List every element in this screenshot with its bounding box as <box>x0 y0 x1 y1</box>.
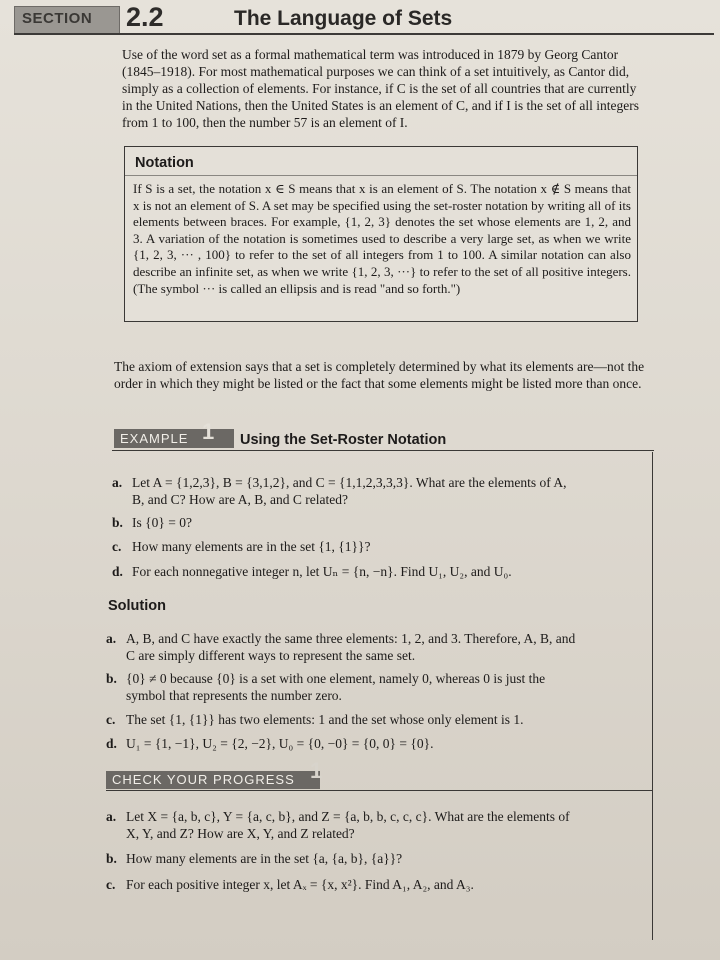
item-label: a. <box>106 809 117 824</box>
item-label: d. <box>106 736 117 751</box>
item-text: U₁ = {1, −1}, U₂ = {2, −2}, U₀ = {0, −0} = {0, 0} = {0}. <box>126 736 434 751</box>
item-text: Let X = {a, b, c}, Y = {a, c, b}, and Z = {a, b, b, c, c, c}. What are the elements of <box>126 809 570 824</box>
item-label: b. <box>106 851 117 866</box>
item-text: The set {1, {1}} has two elements: 1 and the set whose only element is 1. <box>126 712 524 727</box>
example-label: EXAMPLE <box>120 431 189 446</box>
item-label: c. <box>106 712 116 727</box>
item-text-cont: B, and C? How are A, B, and C related? <box>132 492 348 507</box>
section-number: 2.2 <box>126 2 164 32</box>
solution-heading: Solution <box>108 598 166 614</box>
check-progress-rule <box>106 790 652 791</box>
intro-paragraph: Use of the word set as a formal mathematical term was introduced in 1879 by Georg Cantor (1845–1918). For most mathematical purposes we can think of a set intuitively, as Cantor did, simply as a collection of elements. For instance, if C is the set of all countries that are currently in the United Nations, then the United States is an element of C, and if I is the set of all integers from 1 to 100, then the number 57 is an element of I. <box>122 47 640 130</box>
item-text: A, B, and C have exactly the same three elements: 1, 2, and 3. Therefore, A, B, and <box>126 631 576 646</box>
item-text: Let A = {1,2,3}, B = {3,1,2}, and C = {1,1,2,3,3,3}. What are the elements of A, <box>132 475 567 490</box>
example-item-b <box>112 514 652 531</box>
item-label: d. <box>112 564 123 579</box>
example-item-a <box>112 474 652 508</box>
axiom-paragraph: The axiom of extension says that a set is completely determined by what its elements are—not the order in which they might be listed or the fact that some elements might be listed more than once. <box>114 359 645 391</box>
example-item-c <box>112 538 652 555</box>
item-text: For each positive integer x, let Aₓ = {x, x²}. Find A₁, A₂, and A₃. <box>126 877 474 892</box>
item-text: Is {0} = 0? <box>132 515 192 530</box>
item-label: b. <box>112 515 123 530</box>
item-text-cont: X, Y, and Z? How are X, Y, and Z related? <box>126 826 355 841</box>
solution-item-c <box>106 711 652 728</box>
check-progress-number: 1 <box>310 758 323 783</box>
item-label: b. <box>106 671 117 686</box>
solution-item-d <box>106 735 652 752</box>
item-text-cont: symbol that represents the number zero. <box>126 688 342 703</box>
header-rule <box>14 33 714 35</box>
progress-item-a <box>106 808 652 842</box>
solution-item-a <box>106 630 652 664</box>
item-text-cont: C are simply different ways to represent the same set. <box>126 648 416 663</box>
example-rule <box>112 450 654 451</box>
item-label: c. <box>106 877 116 892</box>
notation-header <box>125 147 637 176</box>
item-text: How many elements are in the set {1, {1}}? <box>132 539 371 554</box>
item-text: {0} ≠ 0 because {0} is a set with one element, namely 0, whereas 0 is just the <box>126 671 546 686</box>
solution-item-b <box>106 670 652 704</box>
progress-item-b <box>106 850 652 867</box>
item-label: a. <box>106 631 117 646</box>
item-label: c. <box>112 539 122 554</box>
example-number: 1 <box>202 419 215 444</box>
section-label: SECTION <box>22 10 93 27</box>
example-item-d <box>112 563 652 580</box>
notation-box <box>124 146 638 322</box>
item-label: a. <box>112 475 123 490</box>
example-side-rule <box>652 452 653 940</box>
notation-title: Notation <box>135 155 194 171</box>
item-text: How many elements are in the set {a, {a, b}, {a}}? <box>126 851 403 866</box>
progress-item-c <box>106 876 652 893</box>
example-title: Using the Set-Roster Notation <box>240 432 447 448</box>
section-title: The Language of Sets <box>234 7 453 30</box>
item-text: For each nonnegative integer n, let Uₙ = {n, −n}. Find U₁, U₂, and U₀. <box>132 564 512 579</box>
notation-body: If S is a set, the notation x ∈ S means that x is an element of S. The notation x ∉ S means that x is not an element of S. A set may be specified using the set-roster notation by writing all of its elements between braces. For example, {1, 2, 3} denotes the set whose elements are 1, 2, and 3. A variation of the notation is sometimes used to describe a very large set, as when we write {1, 2, 3, ··· , 100} to refer to the set of all integers from 1 to 100. A similar notation can also describe an infinite set, as when we write {1, 2, 3, ···} to refer to the set of all positive integers. (The symbol ··· is called an ellipsis and is read "and so forth.") <box>133 181 631 296</box>
check-progress-label: CHECK YOUR PROGRESS <box>112 772 295 787</box>
